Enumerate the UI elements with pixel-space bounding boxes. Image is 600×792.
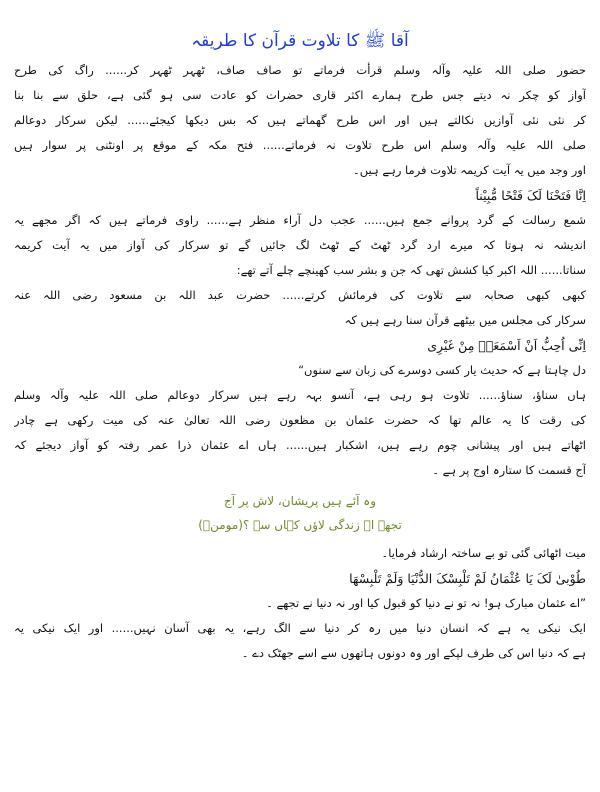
poem-line: وہ آئے ہیں پریشان، لاش پر آج — [223, 494, 377, 508]
text-line: سناتا...... اللہ اکبر کیا کشش تھی کہ جن و بشر سب کھینچے چلے آتے تھے: — [236, 263, 586, 277]
text-line: دل چاہتا ہے کہ حدیث یار کسی دوسرے کی زبان سے سنوں“ — [298, 363, 586, 377]
arabic-verse: اِنِّی اُحِبُّ اَنْ اَسْمَعَہٗ مِنْ غَیْرِی — [427, 338, 586, 353]
text-line: اور وجد میں یہ آیت کریمہ تلاوت فرما رہے ہیں۔ — [353, 163, 586, 177]
text-line: صلی اللہ علیہ وآلہ وسلم اس طرح تلاوت نہ فرماتے...... فتح مکہ کے موقع پر اونٹنی پر سوار ہیں — [14, 138, 586, 152]
text-line: ایک نیکی یہ ہے کہ انسان دنیا میں رہ کر دنیا سے الگ رہے، یہ بھی آسان نہیں...... اور ایک نیکی یہ — [14, 621, 586, 635]
text-line: سرکار کی مجلس میں بیٹھے قرآن سنا رہے ہیں کہ — [344, 313, 586, 327]
text-line: میت اٹھائی گئی تو بے ساختہ ارشاد فرمایا۔ — [381, 546, 586, 560]
text-line: کر نئی نئی آوازیں نکالتے ہیں اور اس طرح گھماتے ہیں کہ بس دیکھا کیجئے...... لیکن سرکار دوعالم — [14, 113, 586, 127]
text-line: کی رقت کا یہ عالم تھا کہ حضرت عثمان بن مظعون رضی اللہ تعالیٰ عنہ کی میت رکھی ہے چادر — [14, 413, 586, 427]
poem-block — [14, 489, 586, 537]
text-line: ”اے عثمان مبارک ہو! نہ تو نے دنیا کو قبول کیا اور نہ دنیا نے تجھے ۔ — [266, 596, 586, 610]
text-line: آواز کو چکر نہ دیتے جس طرح ہمارے اکثر قاری حضرات کو عادت سی ہو گئی ہے، حلق سے بنا بنا — [14, 88, 586, 102]
arabic-verse: طُوْبیٰ لَکَ یَا عُثْمَانُ لَمْ تَلْبِسْکَ الدُّنْیَا وَلَمْ تَلْبِسْھَا — [349, 571, 586, 586]
text-line: حضور صلی اللہ علیہ وآلہ وسلم قرأت فرماتے تو صاف صاف، ٹھہر ٹھہر کر...... راگ کی طرح — [14, 63, 586, 77]
arabic-verse: اِنَّا فَتَحْنَا لَکَ فَتْحًا مُّبِیْناً — [475, 188, 586, 203]
text-line: اٹھاتے ہیں اور پیشانی چوم رہے ہیں، اشکبار ہیں...... ہاں اے عثمان ذرا عمر رفتہ کو آواز دیجئے کہ — [14, 438, 586, 452]
text-line: ہاں سناؤ، سناؤ...... تلاوت ہو رہی ہے، آنسو بہہ رہے ہیں سرکار دوعالم صلی اللہ علیہ وآلہ وسلم — [14, 388, 586, 402]
page-title: آقا ﷺ کا تلاوت قرآن کا طریقہ — [191, 31, 409, 51]
text-line: اندیشہ نہ ہوتا کہ میرے ارد گرد ٹھٹ کے ٹھٹ لگ جائیں گے تو سرکار کی آواز میں یہ آیت کریمہ — [14, 238, 586, 252]
text-line: شمع رسالت کے گرد پروانے جمع ہیں...... عجب دل آراء منظر ہے...... راوی فرماتے ہیں کہ اگر مجھے یہ — [14, 213, 586, 227]
poem-line: تجھے اے زندگی لاؤں کہاں سے ؟(مومنؔ) — [198, 518, 402, 532]
text-line: کبھی کبھی صحابہ سے تلاوت کی فرمائش کرتے...... حضرت عبد اللہ بن مسعود رضی اللہ عنہ — [14, 288, 586, 302]
text-line: آج قسمت کا ستارہ اوج پر ہے ۔ — [432, 463, 586, 477]
text-line: ہے کہ دنیا اس کی طرف لپکے اور وہ دونوں ہاتھوں سے اسے جھٹک دے ۔ — [241, 646, 586, 660]
